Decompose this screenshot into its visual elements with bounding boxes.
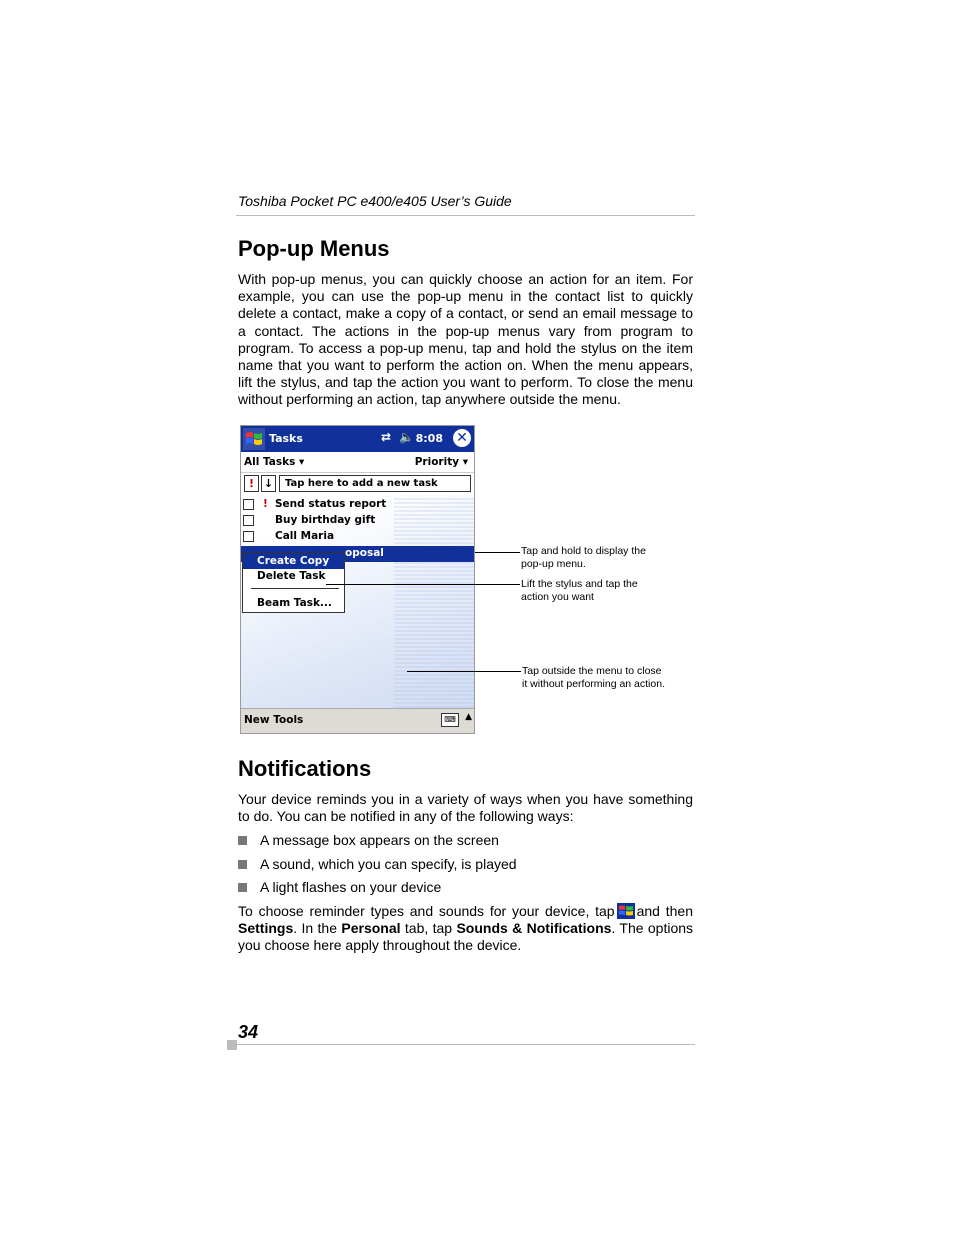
keyboard-icon[interactable]: ⌨ [441,713,459,727]
close-icon[interactable]: ✕ [453,429,471,447]
footer-rule [236,1044,695,1045]
popup-menus-paragraph: With pop-up menus, you can quickly choose an action for an item. For example, you can use the pop-up menu in the contact list to quickly delete a contact, make a copy of a contact, or send an email message to a contact. The actions in the pop-up menus vary from program to program. To access a pop-up menu, tap and hold the stylus on the item name that you want to perform the action on. When the menu appears, lift the stylus, and tap the action you want to perform. To close the menu without performing an action, tap anywhere outside the menu. [238,271,693,408]
sync-arrows-icon[interactable]: ⇄ [381,430,392,444]
menu-separator [251,588,339,589]
personal-tab-label: Personal [341,920,401,937]
popup-menu [242,552,345,613]
closing-text: To choose reminder types and sounds for your device, tap [238,903,615,919]
closing-text: . In the [293,920,337,937]
callout-lift-stylus: Lift the stylus and tap the action you want [521,578,638,603]
bullet-item [238,879,441,895]
bullet-item [238,856,517,872]
speaker-icon[interactable]: 🔈 [399,430,414,444]
sort-dropdown[interactable]: Priority ▾ [414,456,468,468]
new-task-input[interactable]: Tap here to add a new task [279,475,471,492]
priority-button[interactable]: ! [244,475,259,492]
windows-flag-icon [617,903,635,919]
task-checkbox[interactable] [243,515,254,526]
command-bar [241,708,474,733]
task-row[interactable] [243,498,473,512]
section-heading-notifications: Notifications [238,756,372,781]
callout-line [326,584,520,585]
entry-bar [241,473,474,495]
selected-task-name: oposal [345,547,384,559]
closing-text: and then [636,903,694,919]
bullet-item [238,832,499,848]
running-header: Toshiba Pocket PC e400/e405 User’s Guide [238,193,512,209]
filter-dropdown[interactable]: All Tasks ▾ [244,456,305,468]
filter-bar [241,452,474,473]
page-number: 34 [238,1022,259,1042]
callout-line [407,671,521,672]
input-selector-arrow-icon[interactable]: ▲ [465,712,472,722]
notifications-intro: Your device reminds you in a variety of ways when you have something to do. You can be notified in any of the following ways: [238,791,693,825]
notifications-closing-paragraph [238,903,693,955]
section-heading-popup-menus: Pop-up Menus [238,236,390,261]
windows-flag-icon[interactable] [243,428,265,450]
settings-label: Settings [238,920,294,937]
callout-tap-outside: Tap outside the menu to close it without performing an action. [522,665,665,690]
task-row[interactable] [243,514,473,528]
priority-icon: ! [263,498,268,510]
task-name: Call Maria [275,530,335,542]
callout-line [475,552,520,553]
tasks-screenshot [240,425,475,734]
bullet-text: A message box appears on the screen [260,832,499,848]
task-name: Send status report [275,498,387,510]
menu-item-beam-task[interactable]: Beam Task... [257,597,332,609]
header-rule [236,215,695,216]
bullet-text: A light flashes on your device [260,879,442,895]
task-checkbox[interactable] [243,499,254,510]
bullet-square-icon [238,883,247,892]
callout-tap-hold: Tap and hold to display the pop-up menu. [521,545,646,570]
clock[interactable]: 8:08 [415,432,443,445]
bullet-square-icon [238,836,247,845]
bullet-square-icon [238,860,247,869]
title-bar [241,426,474,452]
closing-text: . The options you choose here apply throughout the device. [238,920,694,954]
menu-item-delete-task[interactable]: Delete Task [257,570,326,582]
command-menu[interactable]: New Tools [244,714,304,726]
task-name: Buy birthday gift [275,514,376,526]
app-title: Tasks [269,432,303,445]
task-row[interactable] [243,530,473,544]
sort-order-button[interactable]: ↓ [261,475,276,492]
footer-corner-marker [227,1040,237,1050]
task-checkbox[interactable] [243,531,254,542]
closing-text: tab, tap [404,920,453,937]
sounds-notifications-label: Sounds & Notifications [456,920,612,937]
menu-item-create-copy[interactable]: Create Copy [243,553,344,569]
bullet-text: A sound, which you can specify, is played [260,856,517,872]
